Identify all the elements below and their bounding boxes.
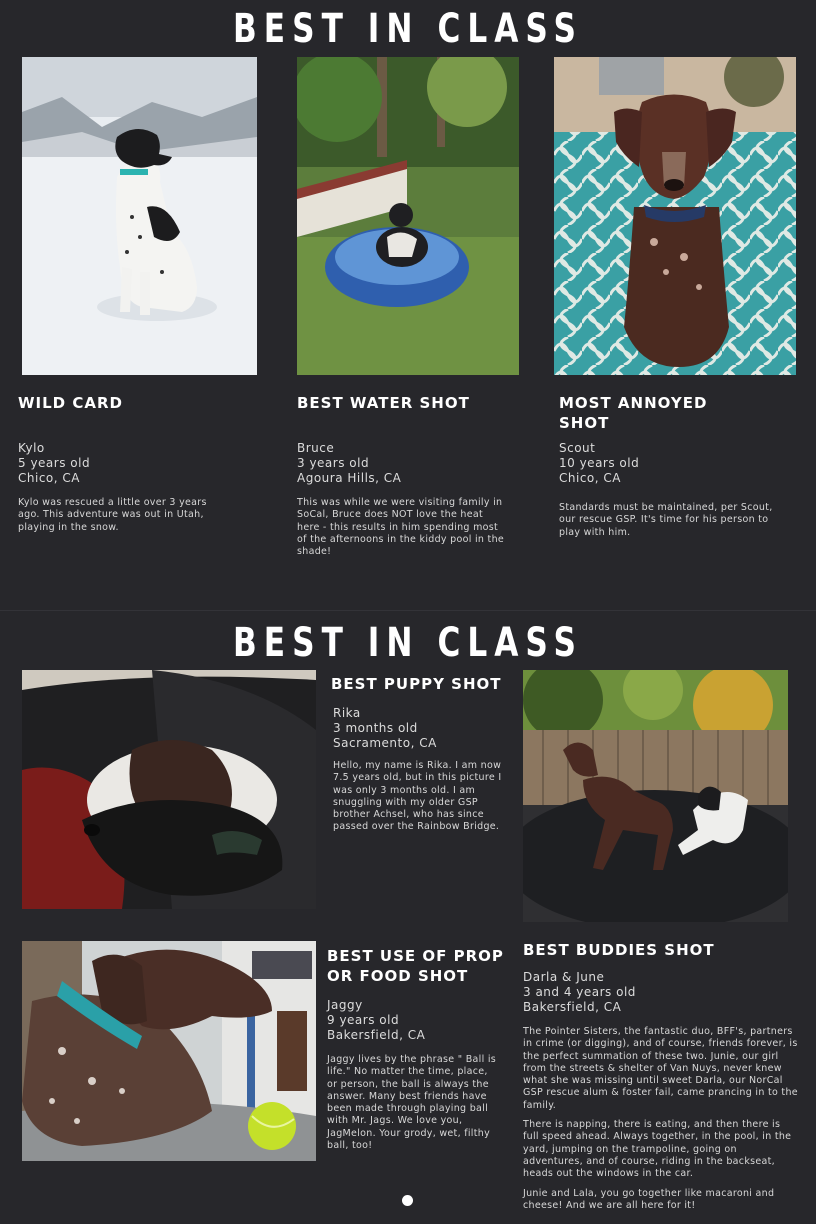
card-heading-best-buddies-shot: BEST BUDDIES SHOT — [523, 941, 715, 959]
card-heading-most-annoyed-shot: MOST ANNOYED SHOT — [559, 394, 708, 432]
card-meta-scout — [559, 441, 789, 486]
card-heading-best-puppy-shot: BEST PUPPY SHOT — [331, 675, 502, 693]
dog-location: Sacramento, CA — [333, 736, 437, 750]
dog-name: Jaggy — [327, 998, 363, 1012]
photo-kylo-snow — [22, 57, 257, 375]
photo-scout-rug — [554, 57, 796, 375]
photo-bruce-pool — [297, 57, 519, 375]
photo-rika-puppy — [22, 670, 316, 909]
dog-age: 10 years old — [559, 456, 640, 470]
card-heading-wild-card: WILD CARD — [18, 394, 123, 412]
dog-age: 3 and 4 years old — [523, 985, 636, 999]
card-description-darla-june — [523, 1026, 799, 1219]
card-description-bruce: This was while we were visiting family in SoCal, Bruce does NOT love the heat here - this results in him spending most of the afternoons in the kiddy pool in the shade! — [297, 497, 505, 558]
card-description-kylo: Kylo was rescued a little over 3 years ago. This adventure was out in Utah, playing in the snow. — [18, 497, 207, 533]
card-heading-best-use-of-prop: BEST USE OF PROP OR FOOD SHOT — [327, 947, 504, 985]
page-title-top: BEST IN CLASS — [232, 6, 584, 52]
photo-darla-june-trampoline — [523, 670, 788, 922]
card-meta-darla-june — [523, 970, 793, 1015]
photo-jaggy-ball — [22, 941, 316, 1161]
dog-location: Chico, CA — [559, 471, 621, 485]
dog-age: 3 years old — [297, 456, 370, 470]
dog-age: 5 years old — [18, 456, 91, 470]
dog-name: Bruce — [297, 441, 335, 455]
dog-name: Kylo — [18, 441, 45, 455]
card-meta-jaggy — [327, 998, 507, 1043]
card-description-jaggy: Jaggy lives by the phrase " Ball is life." No matter the time, place, or person, the ball is always the answer. Many best friends have been made through playing ball with Mr. Jags. We love you, JagMelon. Your grody, wet, filthy ball, too! — [327, 1054, 497, 1152]
card-meta-rika — [333, 706, 513, 751]
dog-location: Chico, CA — [18, 471, 80, 485]
description-paragraph: Junie and Lala, you go together like macaroni and cheese! And we are all here for it! — [523, 1187, 775, 1211]
card-meta-bruce — [297, 441, 527, 486]
section-divider — [0, 610, 816, 611]
page-title-bottom: BEST IN CLASS — [232, 620, 584, 666]
description-paragraph: The Pointer Sisters, the fantastic duo, BFF's, partners in crime (or digging), and of course, friends forever, is the perfect summation of these two. Junie, our girl from the streets & shelter of Van Nuys, never knew what she was missing until sweet Darla, our NorCal GSP rescue alum & foster fail, came prancing in to the family. — [523, 1026, 798, 1111]
dog-location: Bakersfield, CA — [327, 1028, 426, 1042]
dog-name: Rika — [333, 706, 361, 720]
card-heading-best-water-shot: BEST WATER SHOT — [297, 394, 470, 412]
dog-location: Bakersfield, CA — [523, 1000, 622, 1014]
card-description-rika: Hello, my name is Rika. I am now 7.5 years old, but in this picture I was only 3 months old. I am snuggling with my older GSP brother Achsel, who has since passed over the Rainbow Bridge. — [333, 760, 502, 833]
dog-name: Scout — [559, 441, 596, 455]
dog-age: 9 years old — [327, 1013, 400, 1027]
dog-location: Agoura Hills, CA — [297, 471, 402, 485]
card-meta-kylo — [18, 441, 258, 486]
circle-dot-icon[interactable] — [402, 1195, 413, 1206]
dog-age: 3 months old — [333, 721, 418, 735]
dog-name: Darla & June — [523, 970, 605, 984]
card-description-scout: Standards must be maintained, per Scout, our rescue GSP. It's time for his person to play with him. — [559, 502, 773, 538]
description-paragraph: There is napping, there is eating, and then there is full speed ahead. Always together, in the pool, in the yard, jumping on the trampoline, going on adventures, and of course, riding in the backseat, heads out the windows in the car. — [523, 1119, 792, 1180]
